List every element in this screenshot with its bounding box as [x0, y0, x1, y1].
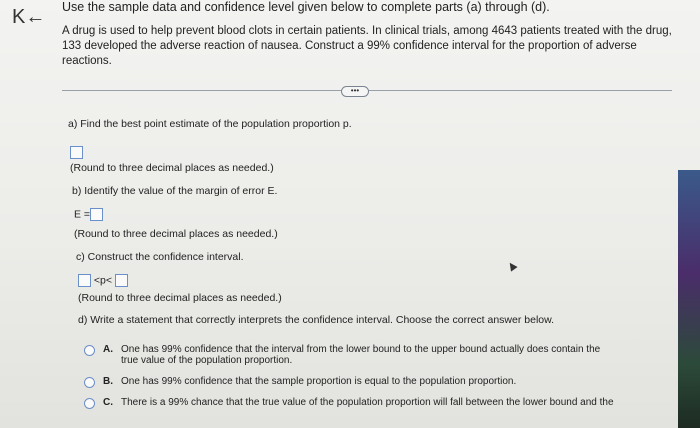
- back-arrow-icon[interactable]: K←: [12, 6, 46, 28]
- option-a-letter: A.: [103, 344, 113, 355]
- option-c-letter: C.: [103, 397, 113, 408]
- problem-line-3: reactions.: [62, 55, 112, 67]
- option-a-text: One has 99% confidence that the interval from the lower bound to the upper bound actually does contain the true value of the population proportion.: [121, 344, 601, 366]
- page-title: Use the sample data and confidence level given below to complete parts (a) through (d).: [62, 0, 550, 14]
- problem-line-2: 133 developed the adverse reaction of nausea. Construct a 99% confidence interval for the proportion of adverse: [62, 40, 637, 52]
- option-b-radio[interactable]: [84, 377, 95, 388]
- option-c-text: There is a 99% chance that the true value of the population proportion will fall between the lower bound and the: [121, 397, 614, 408]
- problem-line-1: A drug is used to help prevent blood clots in certain patients. In clinical trials, among 4643 patients treated with the drug,: [62, 25, 672, 37]
- part-c-answer-row: [78, 274, 128, 287]
- interval-between-label: <p<: [93, 274, 113, 287]
- option-c-radio[interactable]: [84, 398, 95, 409]
- part-d-question: d) Write a statement that correctly interprets the confidence interval. Choose the correct answer below.: [78, 314, 555, 326]
- part-b-answer-row: [74, 208, 103, 221]
- part-a-question: a) Find the best point estimate of the population proportion p.: [68, 118, 352, 130]
- option-b-letter: B.: [103, 376, 113, 387]
- problem-statement: [62, 24, 672, 69]
- more-button[interactable]: •••: [341, 86, 369, 97]
- option-a-radio[interactable]: [84, 345, 95, 356]
- part-a-answer-input[interactable]: [70, 146, 83, 159]
- part-c-note: (Round to three decimal places as needed.): [78, 292, 282, 304]
- lower-bound-input[interactable]: [78, 274, 91, 287]
- background-edge: [678, 170, 700, 428]
- part-b-question: b) Identify the value of the margin of error E.: [72, 185, 278, 197]
- margin-of-error-input[interactable]: [90, 208, 103, 221]
- option-c[interactable]: [84, 397, 614, 409]
- part-b-note: (Round to three decimal places as needed.): [74, 228, 278, 240]
- part-a-note: (Round to three decimal places as needed.): [70, 162, 274, 174]
- margin-of-error-label: E =: [74, 208, 91, 221]
- upper-bound-input[interactable]: [115, 274, 128, 287]
- option-a[interactable]: [84, 344, 600, 366]
- option-b[interactable]: [84, 376, 516, 388]
- option-b-text: One has 99% confidence that the sample proportion is equal to the population proportion.: [121, 376, 517, 387]
- part-c-question: c) Construct the confidence interval.: [76, 251, 244, 263]
